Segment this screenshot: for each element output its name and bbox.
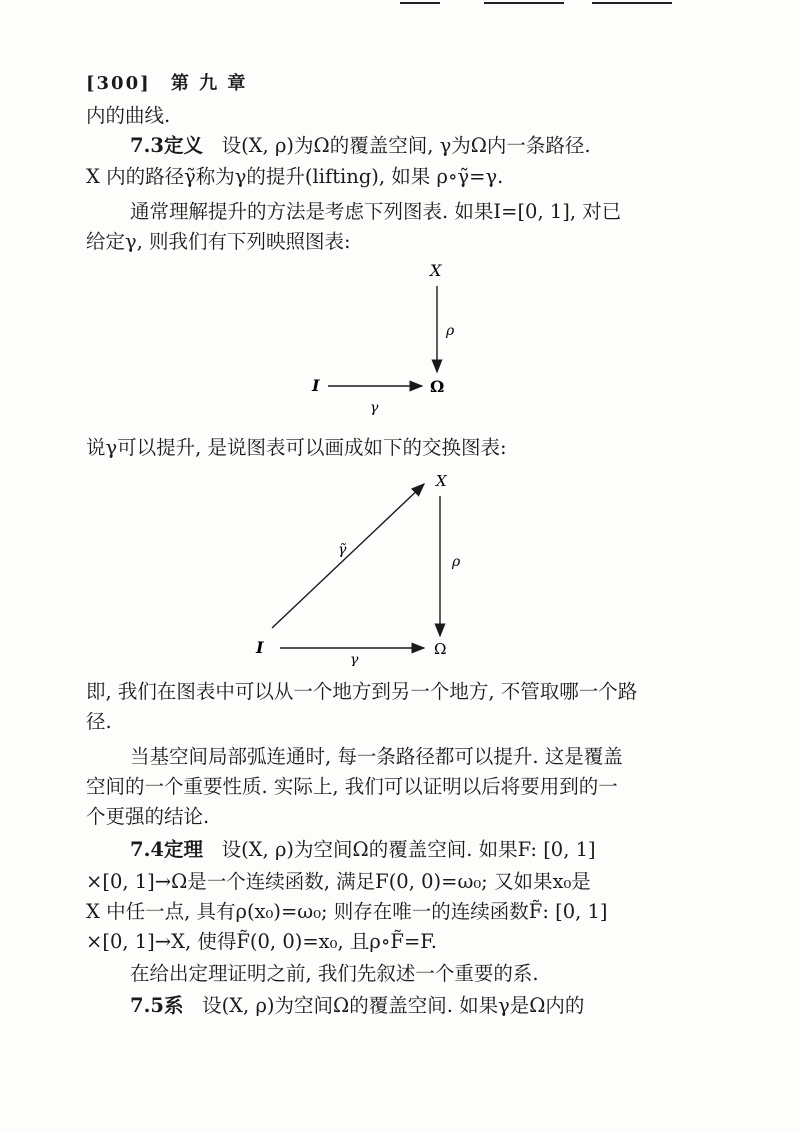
- diagram-node-omega: Ω: [434, 640, 447, 658]
- definition-keyword: 定义: [163, 134, 203, 157]
- text-line: 个更强的结论.: [86, 805, 210, 828]
- theorem-7-4: [130, 838, 596, 862]
- text-line: ×[0, 1]→Ω是一个连续函数, 满足F(0, 0)=ω₀; 又如果x₀是: [86, 870, 591, 893]
- diagram-label-gamma: γ: [350, 652, 359, 666]
- corollary-number: 7.5: [130, 994, 164, 1017]
- diagram-label-rho: ρ: [446, 323, 455, 339]
- lift-arrow: [272, 484, 424, 628]
- theorem-keyword: 定理: [163, 838, 203, 861]
- top-rule-1: [400, 2, 440, 4]
- text-line: 当基空间局部弧连通时, 每一条路径都可以提升. 这是覆盖: [130, 745, 623, 768]
- mapping-diagram: [0, 258, 800, 418]
- diagram-label-rho: ρ: [452, 554, 461, 570]
- text-line: 给定γ, 则我们有下列映照图表:: [86, 230, 351, 253]
- text-line: ×[0, 1]→X, 使得F̃(0, 0)=x₀, 且ρ∘F̃=F.: [86, 930, 437, 953]
- chapter-title: 第 九 章: [170, 73, 248, 94]
- page-number: [300]: [86, 73, 151, 94]
- text-line: 通常理解提升的方法是考虑下列图表. 如果I=[0, 1], 对已: [130, 200, 622, 223]
- definition-number: 7.3: [130, 134, 164, 157]
- corollary-keyword: 系: [163, 994, 184, 1017]
- commutative-diagram: [0, 466, 800, 666]
- theorem-number: 7.4: [130, 838, 164, 861]
- page-header: [86, 72, 247, 96]
- definition-7-3: [130, 134, 591, 158]
- diagram-label-gamma-tilde: γ̃: [338, 542, 347, 558]
- diagram-label-gamma: γ: [370, 400, 379, 416]
- text-line: 即, 我们在图表中可以从一个地方到另一个地方, 不管取哪一个路: [86, 680, 638, 703]
- text-line: 说γ可以提升, 是说图表可以画成如下的交换图表:: [86, 436, 507, 459]
- top-rule-3: [592, 2, 672, 4]
- definition-text: 设(X, ρ)为Ω的覆盖空间, γ为Ω内一条路径.: [221, 134, 591, 157]
- diagram-node-omega: Ω: [430, 377, 445, 396]
- text-line: X 内的路径γ̃称为γ的提升(lifting), 如果 ρ∘γ̃=γ.: [86, 165, 504, 188]
- corollary-text: 设(X, ρ)为空间Ω的覆盖空间. 如果γ是Ω内的: [202, 994, 585, 1017]
- text-line: X 中任一点, 具有ρ(x₀)=ω₀; 则存在唯一的连续函数F̃: [0, 1]: [86, 900, 608, 923]
- diagram-node-i: I: [256, 638, 264, 657]
- text-line: 径.: [86, 710, 112, 733]
- text-line: 在给出定理证明之前, 我们先叙述一个重要的系.: [130, 962, 539, 985]
- diagram-node-i: I: [312, 376, 320, 395]
- diagram-node-x: X: [436, 472, 447, 490]
- text-line: 空间的一个重要性质. 实际上, 我们可以证明以后将要用到的一: [86, 775, 618, 798]
- diagram-node-x: X: [430, 261, 442, 280]
- text-line: 内的曲线.: [86, 104, 171, 127]
- top-rule-2: [484, 2, 564, 4]
- theorem-text: 设(X, ρ)为空间Ω的覆盖空间. 如果F: [0, 1]: [221, 838, 596, 861]
- corollary-7-5: [130, 994, 584, 1018]
